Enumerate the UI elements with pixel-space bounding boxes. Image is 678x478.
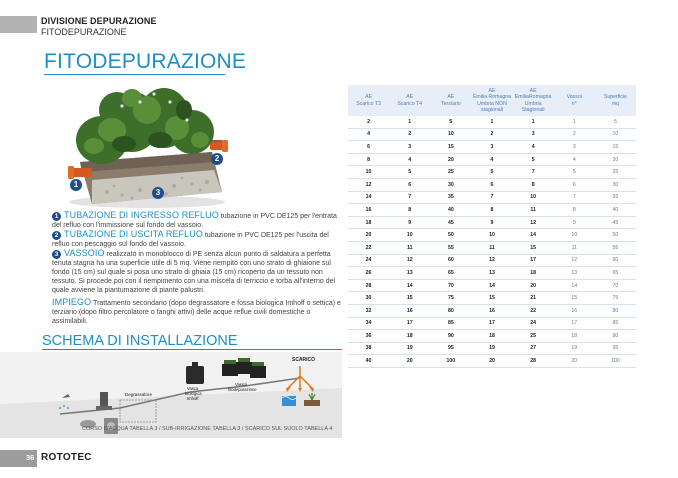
table-row <box>348 279 636 292</box>
table-cell: 5 <box>389 166 430 179</box>
table-cell: 50 <box>430 229 471 242</box>
table-header-cell <box>554 85 595 116</box>
page-title: FITODEPURAZIONE <box>44 50 247 73</box>
table-cell: 6 <box>348 141 389 154</box>
table-cell: 30 <box>595 178 636 191</box>
subsection-title: FITODEPURAZIONE <box>41 27 127 37</box>
table-cell: 50 <box>595 229 636 242</box>
table-cell: 2 <box>471 128 512 141</box>
table-cell: 25 <box>595 166 636 179</box>
table-cell: 6 <box>471 178 512 191</box>
table-cell: 17 <box>471 317 512 330</box>
table-body <box>348 116 636 367</box>
callout-2: 2 <box>211 153 223 165</box>
table-cell: 30 <box>348 292 389 305</box>
table-cell: 22 <box>513 304 554 317</box>
table-header-line: Scarico T4 <box>397 100 423 107</box>
table-row <box>348 166 636 179</box>
table-header-line: AE <box>529 87 537 94</box>
table-cell: 1 <box>513 116 554 128</box>
table-cell: 32 <box>348 304 389 317</box>
table-cell: 40 <box>430 204 471 217</box>
callout-3: 3 <box>152 187 164 199</box>
table-cell: 9 <box>471 216 512 229</box>
desc-2-text: tubazione in PVC DE125 per l'uscita del refluo con pescaggio sul fondo del vassoio. <box>52 232 329 248</box>
table-cell: 14 <box>554 279 595 292</box>
table-cell: 70 <box>595 279 636 292</box>
table-header-line: Vassoi <box>566 94 582 100</box>
table-cell: 11 <box>554 241 595 254</box>
table-cell: 12 <box>554 254 595 267</box>
table-cell: 7 <box>513 166 554 179</box>
table-cell: 35 <box>595 191 636 204</box>
table-row <box>348 141 636 154</box>
table-cell: 10 <box>554 229 595 242</box>
table-cell: 10 <box>513 191 554 204</box>
table-cell: 2 <box>389 128 430 141</box>
table-cell: 8 <box>471 204 512 217</box>
table-cell: 55 <box>430 241 471 254</box>
table-row <box>348 304 636 317</box>
table-cell: 13 <box>389 267 430 280</box>
table-cell: 90 <box>595 330 636 343</box>
table-row <box>348 191 636 204</box>
table-cell: 18 <box>348 216 389 229</box>
table-cell: 20 <box>595 153 636 166</box>
table-row <box>348 241 636 254</box>
table-row <box>348 292 636 305</box>
table-cell: 75 <box>430 292 471 305</box>
table-cell: 7 <box>389 191 430 204</box>
table-header-line: AE <box>365 94 373 100</box>
table-cell: 36 <box>348 330 389 343</box>
table-cell: 35 <box>430 191 471 204</box>
table-cell: 25 <box>513 330 554 343</box>
table-cell: 10 <box>389 229 430 242</box>
table-cell: 30 <box>430 178 471 191</box>
label-vassoi-1: Vassoi <box>235 382 248 387</box>
table-header-line: Superficie <box>603 94 627 100</box>
table-cell: 21 <box>513 292 554 305</box>
table-cell: 45 <box>430 216 471 229</box>
badge-1: 1 <box>52 212 61 221</box>
table-cell: 20 <box>554 355 595 368</box>
table-cell: 40 <box>595 204 636 217</box>
table-cell: 40 <box>348 355 389 368</box>
table-header-line: Terziario <box>441 100 461 107</box>
table-cell: 12 <box>389 254 430 267</box>
desc-1-text: tubazione in PVC DE125 per l'entrata del refluo con l'immissione sul fondo del vassoio. <box>52 213 337 229</box>
table-cell: 14 <box>348 191 389 204</box>
vasca-imhoff <box>186 362 204 384</box>
label-vassoi-2: fitodepurazione <box>228 387 257 392</box>
table-row <box>348 317 636 330</box>
table-row <box>348 128 636 141</box>
impiego-text: Trattamento secondario (dopo degrassatore e fossa biologica Imhoff o settica) e terziario (dopo filtro percolatore o fanghi attivi) delle acque reflue civili domestiche o assimilabili. <box>52 300 341 325</box>
table-cell: 6 <box>389 178 430 191</box>
table-cell: 18 <box>513 267 554 280</box>
table-cell: 38 <box>348 342 389 355</box>
table-cell: 75 <box>595 292 636 305</box>
desc-3-label: VASSOIO <box>64 248 105 258</box>
table-cell: 15 <box>471 292 512 305</box>
table-cell: 1 <box>389 116 430 128</box>
table-cell: 16 <box>471 304 512 317</box>
table-cell: 20 <box>389 355 430 368</box>
table-cell: 11 <box>389 241 430 254</box>
table-cell: 34 <box>348 317 389 330</box>
desc-2-label: TUBAZIONE DI USCITA REFLUO <box>64 229 203 239</box>
table-cell: 8 <box>513 178 554 191</box>
table-cell: 3 <box>513 128 554 141</box>
table-cell: 2 <box>554 128 595 141</box>
table-row <box>348 342 636 355</box>
table-row <box>348 330 636 343</box>
table-header-cell <box>471 85 512 116</box>
table-header-line: n° <box>571 100 577 107</box>
label-scarico: SCARICO <box>292 357 316 363</box>
table-cell: 4 <box>554 153 595 166</box>
table-header-line: Emilia Romagna <box>472 94 512 100</box>
table-cell: 22 <box>348 241 389 254</box>
table-cell: 16 <box>348 204 389 217</box>
table-cell: 26 <box>348 267 389 280</box>
table-cell: 13 <box>554 267 595 280</box>
table-cell: 80 <box>430 304 471 317</box>
table-cell: 20 <box>348 229 389 242</box>
table-header-line: AE <box>406 94 414 100</box>
table-cell: 60 <box>430 254 471 267</box>
table-cell: 12 <box>513 216 554 229</box>
table-cell: 8 <box>554 204 595 217</box>
table-cell: 18 <box>389 330 430 343</box>
table-header-line: AE <box>488 87 496 94</box>
table-cell: 10 <box>430 128 471 141</box>
table-header-cell <box>513 85 554 116</box>
table-cell: 14 <box>513 229 554 242</box>
label-degrassatore: Degrassatore <box>125 392 153 397</box>
table-cell: 24 <box>513 317 554 330</box>
table-cell: 65 <box>595 267 636 280</box>
table-cell: 19 <box>389 342 430 355</box>
table-cell: 20 <box>471 355 512 368</box>
table-cell: 11 <box>471 241 512 254</box>
schema-footnote: CORSO D'ACQUA TABELLA 3 / SUB-IRRIGAZIONE TABELLA 3 / SCARICO SUL SUOLO TABELLA 4 <box>82 426 333 432</box>
table-cell: 65 <box>430 267 471 280</box>
table-cell: 60 <box>595 254 636 267</box>
label-vasca-2: biologica <box>185 391 202 396</box>
table-cell: 20 <box>430 153 471 166</box>
table-cell: 15 <box>513 241 554 254</box>
impiego-label: IMPIEGO <box>52 297 92 307</box>
table-row <box>348 267 636 280</box>
table-cell: 28 <box>348 279 389 292</box>
brand-name: ROTOTEC <box>41 452 92 463</box>
table-cell: 7 <box>554 191 595 204</box>
table-cell: 15 <box>595 141 636 154</box>
table-row <box>348 229 636 242</box>
table-cell: 15 <box>554 292 595 305</box>
description-1 <box>52 211 342 230</box>
table-cell: 9 <box>554 216 595 229</box>
title-underline <box>44 74 225 75</box>
desc-3-text: realizzato in monoblocco di PE senza alcun punto di saldatura a perfetta tenuta stagna ha una superficie utile di 5 mq. Viene riempito con uno strato di ghiaione sul fondo (15 cm) sul quale si posa uno strato di ghiaia (15 cm) ricoperto da un tessuto non tessuto. Si procede poi con il riempimento con una miscela di terriccio e torba all'interno del quale avviene la piantumazione di piante palustri. <box>52 251 336 294</box>
table-cell: 14 <box>471 279 512 292</box>
table-cell: 17 <box>513 254 554 267</box>
badge-2: 2 <box>52 231 61 240</box>
schema-underline <box>42 349 342 350</box>
table-cell: 16 <box>389 304 430 317</box>
table-cell: 10 <box>471 229 512 242</box>
product-image <box>62 80 232 210</box>
table-row <box>348 153 636 166</box>
table-header-line: EmiliaRomagna Umbria <box>514 94 552 107</box>
table-cell: 17 <box>389 317 430 330</box>
callout-1: 1 <box>70 179 82 191</box>
table-cell: 7 <box>471 191 512 204</box>
table-cell: 80 <box>595 304 636 317</box>
table-cell: 4 <box>471 153 512 166</box>
table-cell: 4 <box>513 141 554 154</box>
table-cell: 9 <box>389 216 430 229</box>
table-cell: 3 <box>554 141 595 154</box>
table-cell: 4 <box>389 153 430 166</box>
table-header-cell <box>348 85 389 116</box>
table-cell: 12 <box>471 254 512 267</box>
table-cell: 13 <box>471 267 512 280</box>
table-header-line: stagionali <box>481 107 503 113</box>
table-header-row <box>348 85 636 116</box>
table-cell: 17 <box>554 317 595 330</box>
table-cell: 3 <box>471 141 512 154</box>
water-icon <box>282 396 296 406</box>
table-cell: 19 <box>471 342 512 355</box>
table-header-cell <box>430 85 471 116</box>
table-cell: 14 <box>389 279 430 292</box>
table-header-line: mq <box>611 100 620 107</box>
table-cell: 8 <box>348 153 389 166</box>
table-cell: 5 <box>430 116 471 128</box>
table-cell: 55 <box>595 241 636 254</box>
table-cell: 10 <box>348 166 389 179</box>
table-cell: 90 <box>430 330 471 343</box>
table-cell: 19 <box>554 342 595 355</box>
table-cell: 6 <box>554 178 595 191</box>
table-cell: 95 <box>595 342 636 355</box>
table-cell: 8 <box>389 204 430 217</box>
vassoi-fitodepurazione <box>222 358 266 378</box>
table-cell: 85 <box>430 317 471 330</box>
impiego <box>52 298 342 326</box>
table-cell: 15 <box>430 141 471 154</box>
table-cell: 85 <box>595 317 636 330</box>
table-header-line: Scarico T3 <box>356 100 381 107</box>
header-bar <box>0 16 37 33</box>
table-header-line: Stagionali <box>521 107 545 113</box>
table-cell: 5 <box>595 116 636 128</box>
table-cell: 45 <box>595 216 636 229</box>
page-number: 36 <box>26 453 35 462</box>
table-cell: 5 <box>513 153 554 166</box>
table-row <box>348 254 636 267</box>
table-row <box>348 116 636 128</box>
table-cell: 20 <box>513 279 554 292</box>
section-title: DIVISIONE DEPURAZIONE <box>41 16 157 26</box>
table-cell: 4 <box>348 128 389 141</box>
table-header-cell <box>389 85 430 116</box>
table-row <box>348 216 636 229</box>
label-vasca-3: Imhoff <box>187 396 199 401</box>
table-cell: 11 <box>513 204 554 217</box>
table-cell: 24 <box>348 254 389 267</box>
table-cell: 18 <box>554 330 595 343</box>
table-row <box>348 204 636 217</box>
table-cell: 5 <box>471 166 512 179</box>
label-vasca-1: Vasca <box>187 386 199 391</box>
table-cell: 1 <box>554 116 595 128</box>
table-cell: 27 <box>513 342 554 355</box>
table-cell: 100 <box>430 355 471 368</box>
table-cell: 12 <box>348 178 389 191</box>
badge-3: 3 <box>52 250 61 259</box>
description-2 <box>52 230 342 249</box>
table-header-cell <box>595 85 636 116</box>
table-cell: 16 <box>554 304 595 317</box>
table-cell: 1 <box>471 116 512 128</box>
desc-1-label: TUBAZIONE DI INGRESSO REFLUO <box>64 210 219 220</box>
table-cell: 25 <box>430 166 471 179</box>
sizing-table <box>348 85 636 368</box>
table-row <box>348 355 636 368</box>
table-cell: 5 <box>554 166 595 179</box>
schema-title: SCHEMA DI INSTALLAZIONE <box>42 333 238 349</box>
table-cell: 70 <box>430 279 471 292</box>
table-cell: 15 <box>389 292 430 305</box>
table-cell: 95 <box>430 342 471 355</box>
table-cell: 2 <box>348 116 389 128</box>
table-cell: 100 <box>595 355 636 368</box>
table-cell: 10 <box>595 128 636 141</box>
table-header-line: AE <box>447 94 455 100</box>
table-cell: 3 <box>389 141 430 154</box>
table-row <box>348 178 636 191</box>
table-cell: 18 <box>471 330 512 343</box>
description-3 <box>52 249 342 295</box>
table-cell: 28 <box>513 355 554 368</box>
table-header-line: Umbria NON <box>477 100 507 107</box>
